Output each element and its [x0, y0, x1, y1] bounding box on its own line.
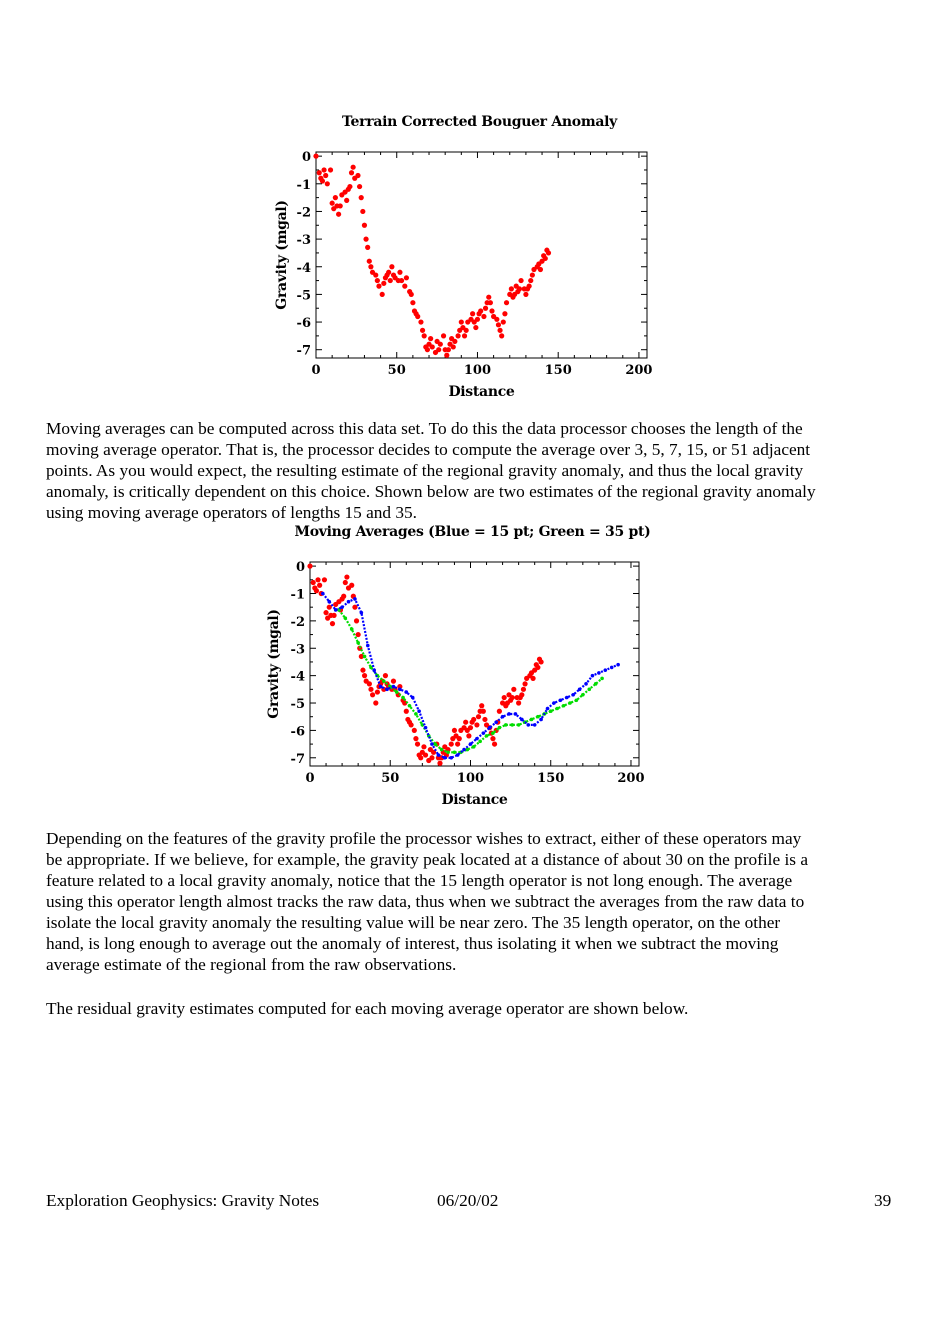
raw-data-point — [370, 692, 375, 697]
raw-data-point — [481, 709, 486, 714]
y-tick-label: -6 — [290, 724, 305, 740]
blue-15pt-average-point — [526, 723, 530, 727]
y-tick-label: -2 — [296, 205, 311, 221]
raw-data-point — [412, 728, 417, 733]
raw-data-point — [356, 632, 361, 637]
raw-data-point — [423, 752, 428, 757]
x-tick-label: 0 — [311, 363, 321, 378]
green-35pt-average-point — [498, 726, 502, 730]
raw-data-point-group — [307, 564, 543, 766]
chart-title: Terrain Corrected Bouguer Anomaly — [342, 114, 617, 130]
raw-data-point — [317, 583, 322, 588]
raw-data-point — [457, 736, 462, 741]
y-tick-label: -7 — [296, 343, 311, 359]
raw-data-point — [354, 618, 359, 623]
raw-data-point — [455, 741, 460, 746]
green-35pt-average-point — [587, 688, 591, 692]
raw-data-point — [474, 722, 479, 727]
raw-data-point — [482, 717, 487, 722]
blue-15pt-average-point — [565, 696, 569, 700]
footer-title: Exploration Geophysics: Gravity Notes — [46, 1191, 320, 1210]
para-line: using moving average operators of lengths 15 and 35. — [46, 503, 417, 522]
raw-data-point — [307, 564, 312, 569]
raw-data-point — [413, 736, 418, 741]
y-tick-label: -6 — [296, 316, 311, 332]
raw-data-point — [368, 687, 373, 692]
green-35pt-average-point — [491, 731, 495, 735]
blue-15pt-average-point — [597, 671, 601, 675]
blue-15pt-average-point — [514, 712, 518, 716]
blue-15pt-average-point — [520, 718, 524, 722]
blue-15pt-average-point — [449, 756, 453, 760]
blue-15pt-average-point — [392, 685, 396, 689]
raw-data-point — [437, 761, 442, 766]
raw-data-point — [418, 755, 423, 760]
blue-15pt-average-point — [469, 742, 473, 746]
y-tick-label: -3 — [290, 642, 305, 658]
green-35pt-average-point — [395, 690, 399, 694]
x-tick-label: 0 — [305, 771, 315, 786]
raw-data-point — [510, 695, 515, 700]
blue-15pt-average-point — [437, 753, 441, 757]
blue-15pt-average-point — [591, 674, 595, 678]
green-35pt-average-point — [440, 748, 444, 752]
x-tick-label: 150 — [537, 771, 565, 786]
green-35pt-average-point — [504, 723, 508, 727]
raw-data-point — [367, 681, 372, 686]
para-line: isolate the local gravity anomaly the resulting value will be near zero. The 35 length operator, on the other — [46, 913, 781, 932]
y-tick-label: -5 — [290, 697, 305, 713]
para-line: be appropriate. If we believe, for example, the gravity peak located at a distance of about 30 on the profile is a — [46, 850, 808, 869]
raw-data-point — [331, 613, 336, 618]
raw-data-point — [344, 574, 349, 579]
blue-15pt-average-point — [571, 693, 575, 697]
y-tick-label: 0 — [295, 560, 305, 576]
raw-data-point — [315, 577, 320, 582]
para-line: average estimate of the regional from the raw observations. — [46, 955, 457, 974]
x-tick-label: 50 — [381, 771, 400, 786]
raw-data-point — [522, 681, 527, 686]
para-line: hand, is long enough to average out the anomaly of interest, thus isolating it when we subtract the moving — [46, 934, 779, 953]
raw-data-point — [429, 755, 434, 760]
raw-data-point — [330, 621, 335, 626]
green-35pt-average-group — [337, 608, 604, 754]
raw-data-point — [415, 741, 420, 746]
green-35pt-average-point — [555, 707, 559, 711]
raw-data-point — [391, 679, 396, 684]
blue-15pt-average-point — [430, 742, 434, 746]
blue-15pt-average-point — [475, 737, 479, 741]
para-line: points. As you would expect, the resulting estimate of the regional gravity anomaly, and thus the local gravity — [46, 461, 804, 480]
green-35pt-average-point — [536, 715, 540, 719]
raw-data-point — [343, 580, 348, 585]
blue-15pt-average-point — [539, 718, 543, 722]
blue-15pt-average-point — [340, 605, 344, 609]
green-35pt-average-point — [568, 701, 572, 705]
y-tick-label: -2 — [290, 614, 305, 630]
y-tick-label: -1 — [296, 177, 311, 193]
blue-15pt-average-point — [443, 756, 447, 760]
x-axis-label: Distance — [441, 792, 508, 808]
green-35pt-average-point — [517, 723, 521, 727]
raw-data-point — [519, 692, 524, 697]
blue-15pt-average-point — [610, 666, 614, 670]
raw-data-point — [521, 687, 526, 692]
raw-data-point — [479, 703, 484, 708]
y-tick-label: 0 — [301, 150, 311, 166]
blue-15pt-average-point — [360, 611, 364, 615]
raw-data-point — [362, 673, 367, 678]
footer-date: 06/20/02 — [437, 1191, 499, 1210]
blue-15pt-average-point — [507, 712, 511, 716]
blue-15pt-average-point — [424, 726, 428, 730]
green-35pt-average-point — [562, 704, 566, 708]
blue-15pt-average-point — [372, 668, 376, 672]
raw-data-point — [449, 741, 454, 746]
green-35pt-average-point — [485, 734, 489, 738]
x-tick-label: 200 — [617, 771, 645, 786]
x-tick-label: 100 — [463, 363, 492, 378]
y-tick-label: -4 — [290, 669, 305, 685]
plot-frame — [310, 562, 639, 766]
raw-data-point — [421, 744, 426, 749]
blue-15pt-average-point — [559, 698, 563, 702]
blue-15pt-average-point — [603, 668, 607, 672]
green-35pt-average-point — [382, 679, 386, 683]
blue-15pt-average-point — [404, 690, 408, 694]
green-35pt-average-point — [433, 742, 437, 746]
blue-15pt-average-point — [482, 731, 486, 735]
blue-15pt-average-point — [552, 701, 556, 705]
green-35pt-average-point — [344, 616, 348, 620]
raw-data-point — [463, 720, 468, 725]
chart-title: Moving Averages (Blue = 15 pt; Green = 35 pt) — [294, 524, 651, 540]
raw-data-point — [535, 665, 540, 670]
raw-data-point — [404, 709, 409, 714]
raw-data-point — [468, 725, 473, 730]
raw-data-point — [471, 717, 476, 722]
y-axis-label: Gravity (mgal) — [266, 609, 282, 719]
raw-data-point — [452, 728, 457, 733]
raw-data-point — [373, 700, 378, 705]
raw-data-point — [311, 580, 316, 585]
paragraph-operator-discussion — [46, 828, 896, 975]
raw-data-point — [490, 736, 495, 741]
blue-15pt-average-point — [353, 597, 357, 601]
blue-15pt-average-point — [411, 696, 415, 700]
raw-data-point — [476, 714, 481, 719]
x-tick-label: 150 — [544, 363, 572, 378]
y-tick-label: -4 — [296, 260, 311, 276]
blue-15pt-average-point — [488, 726, 492, 730]
raw-data-point — [502, 695, 507, 700]
blue-15pt-average-point — [417, 709, 421, 713]
raw-data-point — [349, 583, 354, 588]
green-35pt-average-point — [530, 718, 534, 722]
blue-15pt-average-point — [334, 608, 338, 612]
footer-page-number: 39 — [874, 1191, 892, 1210]
blue-15pt-average-point — [533, 723, 537, 727]
blue-15pt-average-point — [385, 688, 389, 692]
green-35pt-average-point — [472, 745, 476, 749]
blue-15pt-average-point — [321, 592, 325, 596]
green-35pt-average-line — [339, 610, 602, 752]
raw-data-point — [409, 722, 414, 727]
green-35pt-average-point — [575, 698, 579, 702]
raw-data-point — [530, 676, 535, 681]
blue-15pt-average-point — [584, 682, 588, 686]
blue-15pt-average-point — [398, 688, 402, 692]
raw-data-point — [383, 673, 388, 678]
raw-data-point — [492, 741, 497, 746]
green-35pt-average-point — [350, 627, 354, 631]
y-tick-label: -5 — [296, 288, 311, 304]
x-tick-label: 200 — [625, 363, 653, 378]
green-35pt-average-point — [414, 712, 418, 716]
raw-data-point — [341, 594, 346, 599]
para-line: feature related to a local gravity anomaly, notice that the 15 length operator is not long enough. The average — [46, 871, 793, 890]
green-35pt-average-point — [363, 655, 367, 659]
paragraph-residuals: The residual gravity estimates computed for each moving average operator are shown below. — [46, 999, 689, 1018]
blue-15pt-average-point — [501, 715, 505, 719]
para-line: anomaly, is critically dependent on this choice. Shown below are two estimates of the regional gravity anomaly — [46, 482, 816, 501]
green-35pt-average-point — [478, 740, 482, 744]
y-tick-label: -1 — [290, 587, 305, 603]
para-line: Moving averages can be computed across this data set. To do this the data processor chooses the length of the — [46, 419, 803, 438]
green-35pt-average-point — [401, 696, 405, 700]
para-line: Depending on the features of the gravity profile the processor wishes to extract, either of these operators may — [46, 829, 802, 848]
green-35pt-average-point — [594, 682, 598, 686]
blue-15pt-average-point — [379, 685, 383, 689]
blue-15pt-average-point — [327, 600, 331, 604]
y-axis-label: Gravity (mgal) — [274, 200, 290, 310]
y-tick-label: -7 — [290, 751, 305, 767]
raw-data-point — [323, 610, 328, 615]
para-line: moving average operator. That is, the processor decides to compute the average over 3, 5, 7, 15, or 51 adjacent — [46, 440, 811, 459]
blue-15pt-average-point — [494, 720, 498, 724]
blue-15pt-average-point — [616, 663, 620, 667]
green-35pt-average-point — [408, 704, 412, 708]
raw-data-point — [497, 709, 502, 714]
green-35pt-average-point — [600, 677, 604, 681]
blue-15pt-average-point — [366, 644, 370, 648]
green-35pt-average-point — [356, 641, 360, 645]
x-tick-label: 100 — [456, 771, 485, 786]
green-35pt-average-point — [581, 693, 585, 697]
blue-15pt-average-point — [456, 753, 460, 757]
raw-data-point — [539, 659, 544, 664]
raw-data-point — [322, 577, 327, 582]
green-35pt-average-point — [510, 723, 514, 727]
raw-data-point — [516, 700, 521, 705]
raw-data-point — [314, 588, 319, 593]
raw-data-point — [466, 733, 471, 738]
green-35pt-average-point — [453, 751, 457, 755]
raw-data-point — [511, 687, 516, 692]
para-line: using this operator length almost tracks the raw data, thus when we subtract the averages from the raw data to — [46, 892, 805, 911]
raw-data-point — [375, 689, 380, 694]
blue-15pt-average-point — [347, 600, 351, 604]
blue-15pt-average-point — [462, 748, 466, 752]
raw-data-point — [360, 668, 365, 673]
blue-15pt-average-point — [546, 707, 550, 711]
x-tick-label: 50 — [387, 363, 406, 378]
y-tick-label: -3 — [296, 233, 311, 249]
green-35pt-average-point — [446, 751, 450, 755]
blue-15pt-average-point — [578, 688, 582, 692]
green-35pt-average-point — [549, 709, 553, 713]
x-axis-label: Distance — [448, 384, 515, 400]
